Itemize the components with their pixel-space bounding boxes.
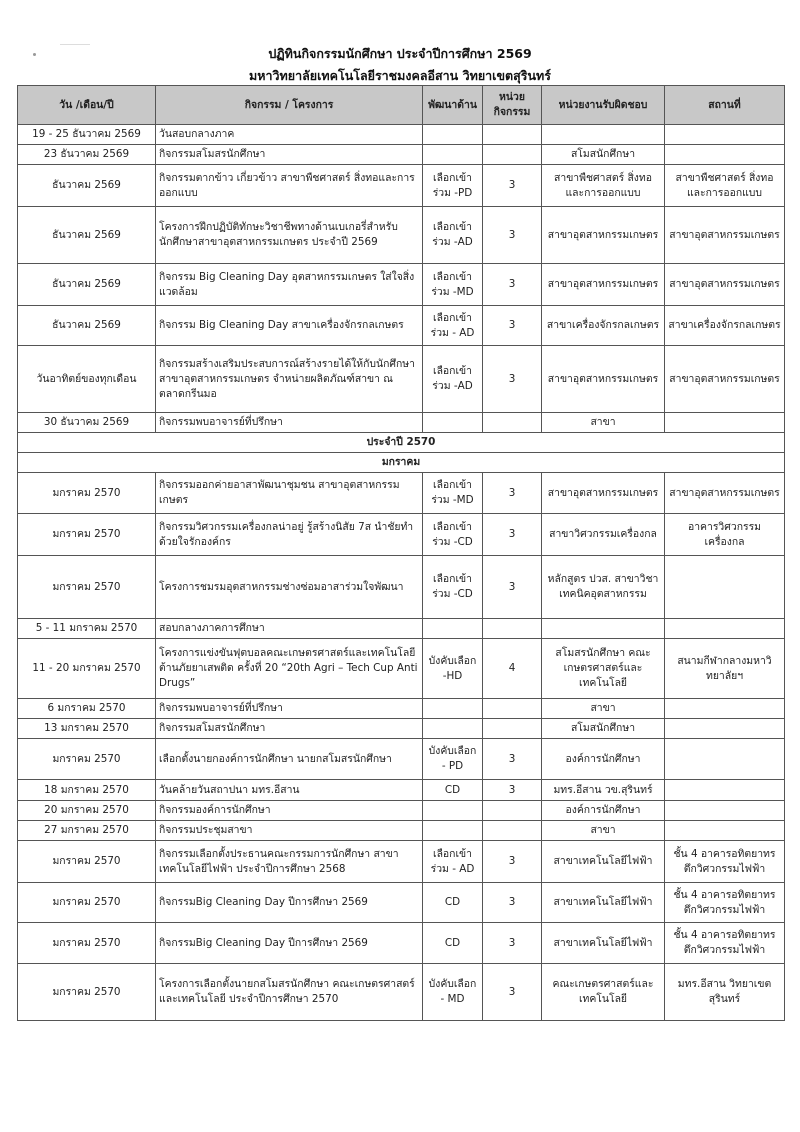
table-row <box>18 207 785 264</box>
responsible-cell: คณะเกษตรศาสตร์และเทคโนโลยี <box>542 964 665 1021</box>
development-cell: เลือกเข้าร่วม -AD <box>423 207 483 264</box>
table-row <box>18 125 785 145</box>
development-cell: เลือกเข้าร่วม -CD <box>423 556 483 619</box>
unit-cell <box>483 719 542 739</box>
header-development: พัฒนาด้าน <box>423 86 483 125</box>
date-cell: มกราคม 2570 <box>18 964 156 1021</box>
unit-cell: 3 <box>483 780 542 801</box>
table-row <box>18 346 785 413</box>
development-cell: CD <box>423 780 483 801</box>
activity-cell: กิจกรรมเลือกตั้งประธานคณะกรรมการนักศึกษา สาขาเทคโนโลยีไฟฟ้า ประจำปีการศึกษา 2568 <box>156 841 423 883</box>
development-cell <box>423 801 483 821</box>
date-cell: 11 - 20 มกราคม 2570 <box>18 639 156 699</box>
date-cell: ธันวาคม 2569 <box>18 165 156 207</box>
responsible-cell <box>542 125 665 145</box>
table-body-2570 <box>18 473 785 1021</box>
unit-cell: 3 <box>483 473 542 514</box>
table-row <box>18 780 785 801</box>
place-cell: ชั้น 4 อาคารอทิตยาทรตึกวิศวกรรมไฟฟ้า <box>665 841 785 883</box>
place-cell <box>665 413 785 433</box>
table-row <box>18 639 785 699</box>
date-cell: 27 มกราคม 2570 <box>18 821 156 841</box>
place-cell <box>665 821 785 841</box>
unit-cell: 3 <box>483 165 542 207</box>
section-row <box>18 453 785 473</box>
table-row <box>18 306 785 346</box>
table-row <box>18 699 785 719</box>
date-cell: 23 ธันวาคม 2569 <box>18 145 156 165</box>
date-cell: 18 มกราคม 2570 <box>18 780 156 801</box>
place-cell <box>665 556 785 619</box>
date-cell: มกราคม 2570 <box>18 739 156 780</box>
unit-cell: 3 <box>483 883 542 923</box>
responsible-cell: สาขา <box>542 413 665 433</box>
unit-cell <box>483 801 542 821</box>
activity-calendar-table <box>17 85 785 1021</box>
responsible-cell: สาขาอุตสาหกรรมเกษตร <box>542 264 665 306</box>
activity-cell: กิจกรรมประชุมสาขา <box>156 821 423 841</box>
table-row <box>18 165 785 207</box>
responsible-cell: สโมสนักศึกษา <box>542 145 665 165</box>
responsible-cell: มทร.อีสาน วข.สุรินทร์ <box>542 780 665 801</box>
table-body-2569 <box>18 125 785 433</box>
date-cell: มกราคม 2570 <box>18 556 156 619</box>
table-row <box>18 413 785 433</box>
document-subtitle: มหาวิทยาลัยเทคโนโลยีราชมงคลอีสาน วิทยาเขตสุรินทร์ <box>249 68 551 83</box>
place-cell: ชั้น 4 อาคารอทิตยาทรตึกวิศวกรรมไฟฟ้า <box>665 923 785 964</box>
section-year: ประจำปี 2570 <box>18 433 785 453</box>
header-responsible: หน่วยงานรับผิดชอบ <box>542 86 665 125</box>
table-row <box>18 964 785 1021</box>
section-row <box>18 433 785 453</box>
activity-cell: กิจกรรมตากข้าว เกี่ยวข้าว สาขาพืชศาสตร์ สิ่งทอและการออกแบบ <box>156 165 423 207</box>
date-cell: มกราคม 2570 <box>18 883 156 923</box>
table-row <box>18 883 785 923</box>
date-cell: มกราคม 2570 <box>18 514 156 556</box>
responsible-cell: องค์การนักศึกษา <box>542 801 665 821</box>
responsible-cell: สาขาเทคโนโลยีไฟฟ้า <box>542 883 665 923</box>
place-cell <box>665 699 785 719</box>
table-row <box>18 923 785 964</box>
place-cell: สาขาเครื่องจักรกลเกษตร <box>665 306 785 346</box>
table-row <box>18 556 785 619</box>
unit-cell: 3 <box>483 964 542 1021</box>
development-cell <box>423 619 483 639</box>
development-cell: เลือกเข้าร่วม -MD <box>423 264 483 306</box>
header-unit: หน่วย กิจกรรม <box>483 86 542 125</box>
date-cell: 6 มกราคม 2570 <box>18 699 156 719</box>
place-cell <box>665 801 785 821</box>
table-row <box>18 264 785 306</box>
responsible-cell: สาขาเทคโนโลยีไฟฟ้า <box>542 923 665 964</box>
table-section-headers <box>18 433 785 473</box>
date-cell: 30 ธันวาคม 2569 <box>18 413 156 433</box>
activity-cell: กิจกรรมพบอาจารย์ที่ปรึกษา <box>156 413 423 433</box>
development-cell <box>423 413 483 433</box>
activity-cell: โครงการแข่งขันฟุตบอลคณะเกษตรศาสตร์และเทคโนโลยีต้านภัยยาเสพติด ครั้งที่ 20 “20th Agri – Tech Cup Anti Drugs” <box>156 639 423 699</box>
activity-cell: กิจกรรมสโมสรนักศึกษา <box>156 719 423 739</box>
development-cell <box>423 145 483 165</box>
development-cell: เลือกเข้าร่วม -PD <box>423 165 483 207</box>
responsible-cell: สาขาพืชศาสตร์ สิ่งทอและการออกแบบ <box>542 165 665 207</box>
activity-cell: โครงการฝึกปฏิบัติทักษะวิชาชีพทางด้านเบเกอรี่สำหรับนักศึกษาสาขาอุตสาหกรรมเกษตร ประจำปี 2569 <box>156 207 423 264</box>
unit-cell <box>483 619 542 639</box>
responsible-cell: องค์การนักศึกษา <box>542 739 665 780</box>
table-row <box>18 801 785 821</box>
table-row <box>18 145 785 165</box>
unit-cell: 3 <box>483 306 542 346</box>
place-cell: สาขาอุตสาหกรรมเกษตร <box>665 473 785 514</box>
table-header-row <box>18 86 785 125</box>
table-row <box>18 821 785 841</box>
unit-cell: 3 <box>483 923 542 964</box>
activity-cell: กิจกรรมBig Cleaning Day ปีการศึกษา 2569 <box>156 923 423 964</box>
responsible-cell: หลักสูตร ปวส. สาขาวิชาเทคนิคอุตสาหกรรม <box>542 556 665 619</box>
activity-cell: วันคล้ายวันสถาปนา มทร.อีสาน <box>156 780 423 801</box>
place-cell <box>665 739 785 780</box>
activity-cell: กิจกรรมวิศวกรรมเครื่องกลน่าอยู่ รู้สร้างนิสัย 7ส นำชัยทำด้วยใจรักองค์กร <box>156 514 423 556</box>
responsible-cell: สาขา <box>542 821 665 841</box>
date-cell: มกราคม 2570 <box>18 923 156 964</box>
development-cell: CD <box>423 883 483 923</box>
responsible-cell: สาขาอุตสาหกรรมเกษตร <box>542 473 665 514</box>
unit-cell: 3 <box>483 514 542 556</box>
date-cell: 20 มกราคม 2570 <box>18 801 156 821</box>
place-cell <box>665 780 785 801</box>
responsible-cell: สโมสนักศึกษา <box>542 719 665 739</box>
header-date: วัน /เดือน/ปี <box>18 86 156 125</box>
header-place: สถานที่ <box>665 86 785 125</box>
place-cell: สาขาอุตสาหกรรมเกษตร <box>665 264 785 306</box>
table-row <box>18 473 785 514</box>
responsible-cell: สาขา <box>542 699 665 719</box>
responsible-cell: สาขาเทคโนโลยีไฟฟ้า <box>542 841 665 883</box>
header-activity: กิจกรรม / โครงการ <box>156 86 423 125</box>
date-cell: 13 มกราคม 2570 <box>18 719 156 739</box>
table-row <box>18 619 785 639</box>
place-cell <box>665 125 785 145</box>
place-cell <box>665 145 785 165</box>
unit-cell: 3 <box>483 207 542 264</box>
development-cell: บังคับเลือก - PD <box>423 739 483 780</box>
unit-cell <box>483 821 542 841</box>
development-cell <box>423 699 483 719</box>
activity-cell: วันสอบกลางภาค <box>156 125 423 145</box>
unit-cell: 3 <box>483 264 542 306</box>
development-cell: บังคับเลือก -HD <box>423 639 483 699</box>
development-cell: CD <box>423 923 483 964</box>
activity-cell: สอบกลางภาคการศึกษา <box>156 619 423 639</box>
date-cell: ธันวาคม 2569 <box>18 306 156 346</box>
section-month: มกราคม <box>18 453 785 473</box>
activity-cell: กิจกรรม Big Cleaning Day สาขาเครื่องจักรกลเกษตร <box>156 306 423 346</box>
activity-cell: กิจกรรมองค์การนักศึกษา <box>156 801 423 821</box>
activity-cell: กิจกรรมออกค่ายอาสาพัฒนาชุมชน สาขาอุตสาหกรรมเกษตร <box>156 473 423 514</box>
responsible-cell: สาขาวิศวกรรมเครื่องกล <box>542 514 665 556</box>
responsible-cell <box>542 619 665 639</box>
development-cell <box>423 821 483 841</box>
development-cell: บังคับเลือก - MD <box>423 964 483 1021</box>
development-cell: เลือกเข้าร่วม -AD <box>423 346 483 413</box>
place-cell: สนามกีฬากลางมหาวิทยาลัยฯ <box>665 639 785 699</box>
date-cell: 19 - 25 ธันวาคม 2569 <box>18 125 156 145</box>
development-cell <box>423 719 483 739</box>
unit-cell <box>483 125 542 145</box>
activity-cell: กิจกรรมพบอาจารย์ที่ปรึกษา <box>156 699 423 719</box>
unit-cell: 3 <box>483 841 542 883</box>
activity-cell: เลือกตั้งนายกองค์การนักศึกษา นายกสโมสรนักศึกษา <box>156 739 423 780</box>
table-row <box>18 841 785 883</box>
activity-cell: กิจกรรม Big Cleaning Day อุตสาหกรรมเกษตร ใส่ใจสิ่งแวดล้อม <box>156 264 423 306</box>
table-row <box>18 739 785 780</box>
date-cell: 5 - 11 มกราคม 2570 <box>18 619 156 639</box>
responsible-cell: สาขาอุตสาหกรรมเกษตร <box>542 346 665 413</box>
activity-cell: โครงการเลือกตั้งนายกสโมสรนักศึกษา คณะเกษตรศาสตร์และเทคโนโลยี ประจำปีการศึกษา 2570 <box>156 964 423 1021</box>
date-cell: มกราคม 2570 <box>18 841 156 883</box>
date-cell: ธันวาคม 2569 <box>18 207 156 264</box>
date-cell: วันอาทิตย์ของทุกเดือน <box>18 346 156 413</box>
activity-cell: กิจกรรมสร้างเสริมประสบการณ์สร้างรายได้ให้กับนักศึกษาสาขาอุตสาหกรรมเกษตร จำหน่ายผลิตภัณฑ์สาขา ณ ตลาดกรีนมอ <box>156 346 423 413</box>
unit-cell <box>483 145 542 165</box>
unit-cell: 3 <box>483 346 542 413</box>
development-cell: เลือกเข้าร่วม - AD <box>423 841 483 883</box>
unit-cell <box>483 699 542 719</box>
date-cell: ธันวาคม 2569 <box>18 264 156 306</box>
responsible-cell: สาขาเครื่องจักรกลเกษตร <box>542 306 665 346</box>
responsible-cell: สโมสรนักศึกษา คณะเกษตรศาสตร์และเทคโนโลยี <box>542 639 665 699</box>
place-cell <box>665 619 785 639</box>
development-cell: เลือกเข้าร่วม -MD <box>423 473 483 514</box>
place-cell: ชั้น 4 อาคารอทิตยาทรตึกวิศวกรรมไฟฟ้า <box>665 883 785 923</box>
place-cell <box>665 719 785 739</box>
table-row <box>18 514 785 556</box>
place-cell: มทร.อีสาน วิทยาเขตสุรินทร์ <box>665 964 785 1021</box>
activity-cell: กิจกรรมสโมสรนักศึกษา <box>156 145 423 165</box>
activity-cell: โครงการชมรมอุตสาหกรรมช่างซ่อมอาสาร่วมใจพัฒนา <box>156 556 423 619</box>
unit-cell: 3 <box>483 556 542 619</box>
unit-cell: 3 <box>483 739 542 780</box>
activity-cell: กิจกรรมBig Cleaning Day ปีการศึกษา 2569 <box>156 883 423 923</box>
place-cell: สาขาอุตสาหกรรมเกษตร <box>665 207 785 264</box>
table-row <box>18 719 785 739</box>
unit-cell <box>483 413 542 433</box>
responsible-cell: สาขาอุตสาหกรรมเกษตร <box>542 207 665 264</box>
unit-cell: 4 <box>483 639 542 699</box>
development-cell: เลือกเข้าร่วม - AD <box>423 306 483 346</box>
place-cell: สาขาอุตสาหกรรมเกษตร <box>665 346 785 413</box>
place-cell: อาคารวิศวกรรมเครื่องกล <box>665 514 785 556</box>
date-cell: มกราคม 2570 <box>18 473 156 514</box>
document-title: ปฏิทินกิจกรรมนักศึกษา ประจำปีการศึกษา 2569 <box>268 46 532 61</box>
development-cell <box>423 125 483 145</box>
development-cell: เลือกเข้าร่วม -CD <box>423 514 483 556</box>
place-cell: สาขาพืชศาสตร์ สิ่งทอและการออกแบบ <box>665 165 785 207</box>
